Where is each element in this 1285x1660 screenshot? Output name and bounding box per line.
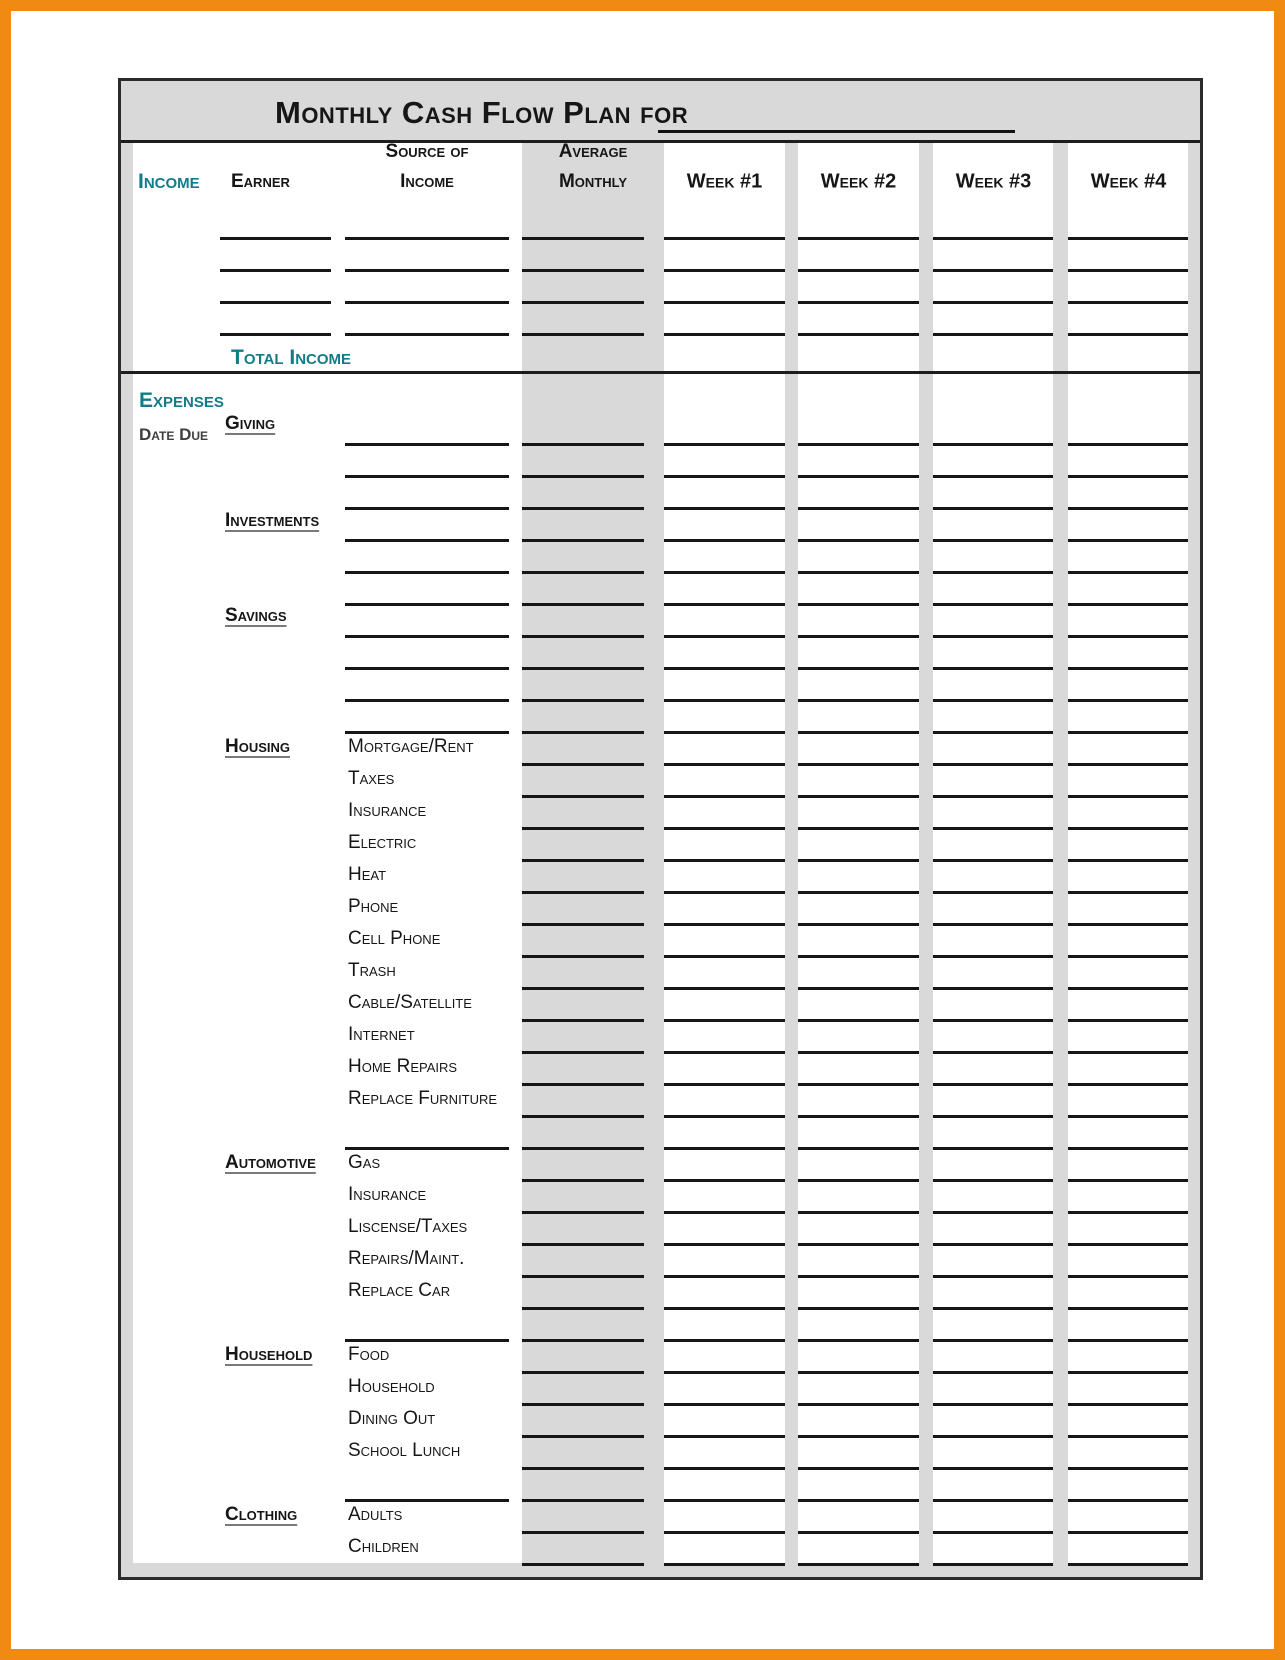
- expense-blank-line-w2[interactable]: [798, 1147, 919, 1150]
- expense-blank-line-avg[interactable]: [522, 1211, 644, 1214]
- category-group-top-rule[interactable]: [345, 731, 509, 734]
- expense-blank-line-w3[interactable]: [933, 891, 1053, 894]
- expense-blank-line-w2[interactable]: [798, 1275, 919, 1278]
- expense-item-repairs-maint: Repairs/Maint.: [348, 1248, 465, 1269]
- expense-blank-line-source[interactable]: [345, 571, 509, 574]
- average-monthly-column-header: Average Monthly: [558, 141, 628, 192]
- income-blank-line-w2[interactable]: [798, 301, 919, 304]
- expense-blank-line-w3[interactable]: [933, 1467, 1053, 1470]
- expense-blank-line-w1[interactable]: [664, 859, 785, 862]
- expense-blank-line-w4[interactable]: [1068, 699, 1188, 702]
- expense-blank-line-w4[interactable]: [1068, 955, 1188, 958]
- expense-blank-line-w2[interactable]: [798, 635, 919, 638]
- week4-column-header: Week #4: [1090, 170, 1167, 193]
- expense-blank-line-w4[interactable]: [1068, 1531, 1188, 1534]
- expense-blank-line-w3[interactable]: [933, 571, 1053, 574]
- income-blank-line-source[interactable]: [345, 333, 509, 336]
- expense-blank-line-w1[interactable]: [664, 635, 785, 638]
- category-clothing: Clothing: [225, 1504, 298, 1525]
- expense-blank-line-w1[interactable]: [664, 699, 785, 702]
- expense-blank-line-w4[interactable]: [1068, 1563, 1188, 1566]
- week1-column-header: Week #1: [686, 170, 763, 193]
- expense-blank-line-w2[interactable]: [798, 1179, 919, 1182]
- income-section-label: Income: [138, 170, 200, 193]
- income-blank-line-w2[interactable]: [798, 237, 919, 240]
- expense-blank-line-w4[interactable]: [1068, 1467, 1188, 1470]
- date-due-column-label: Date Due: [139, 425, 209, 444]
- expense-blank-line-w1[interactable]: [664, 667, 785, 670]
- income-blank-line-w4[interactable]: [1068, 333, 1188, 336]
- category-savings: Savings: [225, 605, 287, 626]
- expense-blank-line-w1[interactable]: [664, 1499, 785, 1502]
- expense-blank-line-w2[interactable]: [798, 1531, 919, 1534]
- expense-item-insurance-housing: Insurance: [348, 800, 427, 821]
- expense-blank-line-avg[interactable]: [522, 1499, 644, 1502]
- expense-blank-line-w3[interactable]: [933, 1499, 1053, 1502]
- expense-blank-line-w2[interactable]: [798, 1211, 919, 1214]
- expense-blank-line-w4[interactable]: [1068, 1083, 1188, 1086]
- expense-blank-line-w3[interactable]: [933, 1115, 1053, 1118]
- expense-blank-line-w3[interactable]: [933, 1339, 1053, 1342]
- expense-blank-line-w1[interactable]: [664, 763, 785, 766]
- expense-blank-line-w4[interactable]: [1068, 1307, 1188, 1310]
- expense-blank-line-w2[interactable]: [798, 571, 919, 574]
- expense-blank-line-w3[interactable]: [933, 1531, 1053, 1534]
- expense-blank-line-avg[interactable]: [522, 1307, 644, 1310]
- expense-blank-line-w3[interactable]: [933, 539, 1053, 542]
- expense-blank-line-w2[interactable]: [798, 699, 919, 702]
- expense-blank-line-w2[interactable]: [798, 1563, 919, 1566]
- expense-blank-line-w4[interactable]: [1068, 539, 1188, 542]
- category-group-top-rule[interactable]: [345, 1499, 509, 1502]
- expense-blank-line-w4[interactable]: [1068, 571, 1188, 574]
- expense-blank-line-w2[interactable]: [798, 507, 919, 510]
- expense-blank-line-source[interactable]: [345, 603, 509, 606]
- income-blank-line-w2[interactable]: [798, 269, 919, 272]
- expense-blank-line-w1[interactable]: [664, 1275, 785, 1278]
- expense-blank-line-source[interactable]: [345, 443, 509, 446]
- expense-item-taxes: Taxes: [348, 768, 395, 789]
- expense-blank-line-w3[interactable]: [933, 1051, 1053, 1054]
- expense-blank-line-w4[interactable]: [1068, 1147, 1188, 1150]
- expense-blank-line-w3[interactable]: [933, 795, 1053, 798]
- expense-blank-line-w2[interactable]: [798, 1403, 919, 1406]
- income-blank-line-w4[interactable]: [1068, 237, 1188, 240]
- expense-blank-line-w4[interactable]: [1068, 1499, 1188, 1502]
- income-blank-line-avg[interactable]: [522, 237, 644, 240]
- expense-blank-line-w4[interactable]: [1068, 763, 1188, 766]
- expense-blank-line-w1[interactable]: [664, 1531, 785, 1534]
- expense-blank-line-w3[interactable]: [933, 1179, 1053, 1182]
- expense-item-replace-furniture: Replace Furniture: [348, 1088, 498, 1109]
- expense-blank-line-source[interactable]: [345, 475, 509, 478]
- expense-item-replace-car: Replace Car: [348, 1280, 451, 1301]
- expense-blank-line-w3[interactable]: [933, 507, 1053, 510]
- expense-blank-line-avg[interactable]: [522, 603, 644, 606]
- expense-item-electric: Electric: [348, 832, 417, 853]
- expense-blank-line-w4[interactable]: [1068, 891, 1188, 894]
- expense-blank-line-w4[interactable]: [1068, 1179, 1188, 1182]
- expense-blank-line-w4[interactable]: [1068, 827, 1188, 830]
- expense-blank-line-w1[interactable]: [664, 827, 785, 830]
- week2-column-header: Week #2: [820, 170, 897, 193]
- expense-blank-line-w1[interactable]: [664, 1211, 785, 1214]
- expense-blank-line-w2[interactable]: [798, 987, 919, 990]
- expense-blank-line-w3[interactable]: [933, 1563, 1053, 1566]
- expense-blank-line-w1[interactable]: [664, 1051, 785, 1054]
- expense-blank-line-avg[interactable]: [522, 1115, 644, 1118]
- expense-blank-line-w4[interactable]: [1068, 1211, 1188, 1214]
- expense-blank-line-w3[interactable]: [933, 1147, 1053, 1150]
- category-investments: Investments: [225, 510, 320, 531]
- expense-blank-line-w1[interactable]: [664, 571, 785, 574]
- expense-item-food: Food: [348, 1344, 390, 1365]
- expense-blank-line-avg[interactable]: [522, 955, 644, 958]
- expense-blank-line-w4[interactable]: [1068, 443, 1188, 446]
- expense-blank-line-avg[interactable]: [522, 1563, 644, 1566]
- expense-blank-line-avg[interactable]: [522, 1531, 644, 1534]
- expense-blank-line-w1[interactable]: [664, 1403, 785, 1406]
- expense-blank-line-avg[interactable]: [522, 571, 644, 574]
- expense-blank-line-w3[interactable]: [933, 1435, 1053, 1438]
- expense-blank-line-w1[interactable]: [664, 475, 785, 478]
- income-blank-line-w4[interactable]: [1068, 301, 1188, 304]
- expense-blank-line-avg[interactable]: [522, 923, 644, 926]
- week1-week2-separator-band: [785, 143, 798, 1563]
- expense-blank-line-avg[interactable]: [522, 507, 644, 510]
- income-blank-line-avg[interactable]: [522, 333, 644, 336]
- income-blank-line-source[interactable]: [345, 301, 509, 304]
- expense-blank-line-w4[interactable]: [1068, 1019, 1188, 1022]
- expense-blank-line-w4[interactable]: [1068, 1115, 1188, 1118]
- income-blank-line-w2[interactable]: [798, 333, 919, 336]
- expense-blank-line-w3[interactable]: [933, 1211, 1053, 1214]
- expense-blank-line-w2[interactable]: [798, 955, 919, 958]
- expense-blank-line-w4[interactable]: [1068, 475, 1188, 478]
- expense-blank-line-w1[interactable]: [664, 795, 785, 798]
- expense-blank-line-w1[interactable]: [664, 1243, 785, 1246]
- income-blank-line-source[interactable]: [345, 269, 509, 272]
- expense-item-gas: Gas: [348, 1152, 381, 1173]
- week3-column-header: Week #3: [955, 170, 1032, 193]
- expenses-section-label: Expenses: [139, 389, 224, 412]
- expense-blank-line-w2[interactable]: [798, 1371, 919, 1374]
- expense-item-mortgage-rent: Mortgage/Rent: [348, 736, 474, 757]
- expense-blank-line-w2[interactable]: [798, 827, 919, 830]
- expense-item-adults: Adults: [348, 1504, 403, 1525]
- expense-item-cable-satellite: Cable/Satellite: [348, 992, 472, 1013]
- expense-blank-line-avg[interactable]: [522, 475, 644, 478]
- expense-blank-line-avg[interactable]: [522, 1371, 644, 1374]
- expense-blank-line-w4[interactable]: [1068, 1243, 1188, 1246]
- expense-item-children: Children: [348, 1536, 419, 1557]
- expense-blank-line-avg[interactable]: [522, 1243, 644, 1246]
- expense-blank-line-w3[interactable]: [933, 1403, 1053, 1406]
- expense-blank-line-source[interactable]: [345, 539, 509, 542]
- expense-blank-line-w3[interactable]: [933, 1083, 1053, 1086]
- expense-blank-line-w4[interactable]: [1068, 923, 1188, 926]
- income-blank-line-earner[interactable]: [220, 301, 331, 304]
- income-blank-line-w1[interactable]: [664, 269, 785, 272]
- category-group-top-rule[interactable]: [345, 1339, 509, 1342]
- expense-blank-line-w1[interactable]: [664, 1115, 785, 1118]
- income-blank-line-w3[interactable]: [933, 301, 1053, 304]
- expense-blank-line-w1[interactable]: [664, 1563, 785, 1566]
- expense-blank-line-avg[interactable]: [522, 1339, 644, 1342]
- expense-blank-line-avg[interactable]: [522, 1403, 644, 1406]
- left-margin-band: [121, 143, 133, 1577]
- expense-blank-line-w3[interactable]: [933, 603, 1053, 606]
- expense-blank-line-w4[interactable]: [1068, 987, 1188, 990]
- expense-blank-line-w4[interactable]: [1068, 603, 1188, 606]
- expense-blank-line-w3[interactable]: [933, 1307, 1053, 1310]
- total-income-label: Total Income: [231, 346, 352, 369]
- expense-blank-line-w1[interactable]: [664, 1371, 785, 1374]
- expense-blank-line-w1[interactable]: [664, 1307, 785, 1310]
- expense-blank-line-w2[interactable]: [798, 923, 919, 926]
- income-blank-line-w3[interactable]: [933, 269, 1053, 272]
- right-margin-band: [1188, 143, 1200, 1577]
- category-housing: Housing: [225, 736, 291, 757]
- expense-blank-line-w2[interactable]: [798, 1243, 919, 1246]
- expense-blank-line-w1[interactable]: [664, 1179, 785, 1182]
- expense-blank-line-w3[interactable]: [933, 763, 1053, 766]
- expense-blank-line-w2[interactable]: [798, 1435, 919, 1438]
- category-automotive: Automotive: [225, 1152, 316, 1173]
- expense-blank-line-w2[interactable]: [798, 891, 919, 894]
- expense-blank-line-avg[interactable]: [522, 1179, 644, 1182]
- expense-blank-line-w4[interactable]: [1068, 1275, 1188, 1278]
- expense-blank-line-avg[interactable]: [522, 539, 644, 542]
- expense-blank-line-w1[interactable]: [664, 1019, 785, 1022]
- expense-blank-line-w2[interactable]: [798, 539, 919, 542]
- expense-item-cell-phone: Cell Phone: [348, 928, 441, 949]
- category-group-top-rule[interactable]: [345, 1147, 509, 1150]
- income-blank-line-source[interactable]: [345, 237, 509, 240]
- expense-blank-line-avg[interactable]: [522, 1275, 644, 1278]
- expense-blank-line-w2[interactable]: [798, 731, 919, 734]
- expense-blank-line-w3[interactable]: [933, 923, 1053, 926]
- income-blank-line-w1[interactable]: [664, 333, 785, 336]
- expense-blank-line-w2[interactable]: [798, 667, 919, 670]
- expense-blank-line-avg[interactable]: [522, 443, 644, 446]
- expense-blank-line-avg[interactable]: [522, 667, 644, 670]
- income-expenses-divider: [121, 371, 1200, 374]
- expense-blank-line-source[interactable]: [345, 699, 509, 702]
- expense-blank-line-w1[interactable]: [664, 923, 785, 926]
- expense-blank-line-w3[interactable]: [933, 1371, 1053, 1374]
- expense-blank-line-w4[interactable]: [1068, 1403, 1188, 1406]
- cash-flow-form: [118, 78, 1203, 1580]
- expense-blank-line-w1[interactable]: [664, 731, 785, 734]
- expense-blank-line-avg[interactable]: [522, 795, 644, 798]
- expense-blank-line-w1[interactable]: [664, 1339, 785, 1342]
- expense-blank-line-w3[interactable]: [933, 955, 1053, 958]
- expense-blank-line-w2[interactable]: [798, 1307, 919, 1310]
- expense-blank-line-w1[interactable]: [664, 539, 785, 542]
- expense-blank-line-w2[interactable]: [798, 1467, 919, 1470]
- expense-blank-line-avg[interactable]: [522, 1147, 644, 1150]
- expense-blank-line-w1[interactable]: [664, 987, 785, 990]
- expense-blank-line-w1[interactable]: [664, 1435, 785, 1438]
- expense-blank-line-w1[interactable]: [664, 891, 785, 894]
- income-blank-line-w3[interactable]: [933, 237, 1053, 240]
- income-blank-line-avg[interactable]: [522, 301, 644, 304]
- expense-blank-line-w3[interactable]: [933, 699, 1053, 702]
- expense-blank-line-w1[interactable]: [664, 955, 785, 958]
- expense-blank-line-source[interactable]: [345, 667, 509, 670]
- expense-blank-line-w4[interactable]: [1068, 1339, 1188, 1342]
- expense-blank-line-w2[interactable]: [798, 859, 919, 862]
- expense-item-insurance-auto: Insurance: [348, 1184, 427, 1205]
- expense-blank-line-avg[interactable]: [522, 987, 644, 990]
- income-blank-line-w3[interactable]: [933, 333, 1053, 336]
- expense-blank-line-avg[interactable]: [522, 891, 644, 894]
- expense-blank-line-w2[interactable]: [798, 1339, 919, 1342]
- income-blank-line-w1[interactable]: [664, 301, 785, 304]
- expense-blank-line-avg[interactable]: [522, 859, 644, 862]
- expense-blank-line-w2[interactable]: [798, 1083, 919, 1086]
- category-giving: Giving: [225, 413, 276, 434]
- expense-blank-line-w3[interactable]: [933, 443, 1053, 446]
- expense-blank-line-w1[interactable]: [664, 603, 785, 606]
- expense-blank-line-w4[interactable]: [1068, 731, 1188, 734]
- income-blank-line-w1[interactable]: [664, 237, 785, 240]
- expense-blank-line-w4[interactable]: [1068, 1051, 1188, 1054]
- expense-item-school-lunch: School Lunch: [348, 1440, 461, 1461]
- income-blank-line-earner[interactable]: [220, 269, 331, 272]
- expense-item-dining-out: Dining Out: [348, 1408, 436, 1429]
- expense-blank-line-w2[interactable]: [798, 1499, 919, 1502]
- expense-blank-line-w3[interactable]: [933, 1275, 1053, 1278]
- expense-blank-line-w2[interactable]: [798, 1115, 919, 1118]
- week3-week4-separator-band: [1053, 143, 1068, 1563]
- expense-blank-line-w2[interactable]: [798, 603, 919, 606]
- expense-blank-line-source[interactable]: [345, 507, 509, 510]
- expense-blank-line-w4[interactable]: [1068, 635, 1188, 638]
- expense-blank-line-w2[interactable]: [798, 795, 919, 798]
- expense-blank-line-w3[interactable]: [933, 987, 1053, 990]
- expense-blank-line-avg[interactable]: [522, 731, 644, 734]
- expense-blank-line-w2[interactable]: [798, 763, 919, 766]
- expense-blank-line-w3[interactable]: [933, 475, 1053, 478]
- expense-blank-line-w2[interactable]: [798, 443, 919, 446]
- expense-blank-line-w4[interactable]: [1068, 795, 1188, 798]
- expense-blank-line-w1[interactable]: [664, 1467, 785, 1470]
- expense-blank-line-avg[interactable]: [522, 1083, 644, 1086]
- expense-blank-line-w3[interactable]: [933, 667, 1053, 670]
- income-blank-line-avg[interactable]: [522, 269, 644, 272]
- expense-blank-line-w4[interactable]: [1068, 1371, 1188, 1374]
- expense-blank-line-avg[interactable]: [522, 1435, 644, 1438]
- expense-blank-line-w3[interactable]: [933, 731, 1053, 734]
- name-blank-line[interactable]: [658, 130, 1015, 133]
- expense-blank-line-w4[interactable]: [1068, 1435, 1188, 1438]
- expense-blank-line-w1[interactable]: [664, 1147, 785, 1150]
- expense-blank-line-avg[interactable]: [522, 827, 644, 830]
- expense-blank-line-avg[interactable]: [522, 699, 644, 702]
- expense-blank-line-w3[interactable]: [933, 635, 1053, 638]
- expense-blank-line-w4[interactable]: [1068, 507, 1188, 510]
- form-title: Monthly Cash Flow Plan for: [275, 95, 689, 130]
- source-of-income-column-header: Source of Income: [385, 141, 469, 192]
- expense-item-trash: Trash: [348, 960, 396, 981]
- income-blank-line-earner[interactable]: [220, 237, 331, 240]
- expense-blank-line-w2[interactable]: [798, 1051, 919, 1054]
- expense-blank-line-w1[interactable]: [664, 443, 785, 446]
- category-household: Household: [225, 1344, 313, 1365]
- expense-blank-line-avg[interactable]: [522, 763, 644, 766]
- expense-item-household: Household: [348, 1376, 435, 1397]
- expense-blank-line-source[interactable]: [345, 635, 509, 638]
- income-blank-line-earner[interactable]: [220, 333, 331, 336]
- expense-blank-line-w3[interactable]: [933, 859, 1053, 862]
- expense-item-heat: Heat: [348, 864, 387, 885]
- expense-blank-line-w4[interactable]: [1068, 859, 1188, 862]
- expense-blank-line-w3[interactable]: [933, 1243, 1053, 1246]
- expense-blank-line-w2[interactable]: [798, 1019, 919, 1022]
- expense-blank-line-w1[interactable]: [664, 1083, 785, 1086]
- expense-blank-line-avg[interactable]: [522, 635, 644, 638]
- week2-week3-separator-band: [919, 143, 933, 1563]
- expense-blank-line-avg[interactable]: [522, 1051, 644, 1054]
- expense-blank-line-avg[interactable]: [522, 1019, 644, 1022]
- expense-blank-line-avg[interactable]: [522, 1467, 644, 1470]
- expense-item-phone: Phone: [348, 896, 399, 917]
- expense-blank-line-w3[interactable]: [933, 827, 1053, 830]
- expense-blank-line-w4[interactable]: [1068, 667, 1188, 670]
- income-blank-line-w4[interactable]: [1068, 269, 1188, 272]
- expense-item-home-repairs: Home Repairs: [348, 1056, 458, 1077]
- earner-column-header: Earner: [231, 171, 290, 192]
- expense-item-license-taxes: Liscense/Taxes: [348, 1216, 468, 1237]
- expense-blank-line-w2[interactable]: [798, 475, 919, 478]
- expense-blank-line-w1[interactable]: [664, 507, 785, 510]
- expense-item-internet: Internet: [348, 1024, 415, 1045]
- expense-blank-line-w3[interactable]: [933, 1019, 1053, 1022]
